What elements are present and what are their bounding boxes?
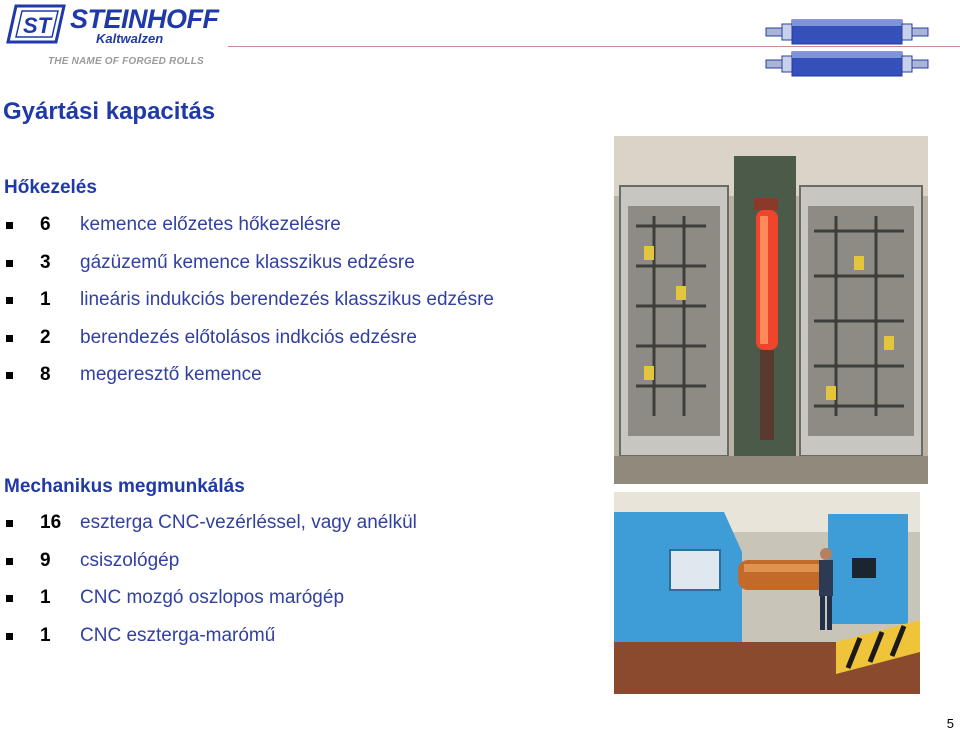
page-title: Gyártási kapacitás <box>3 98 216 125</box>
bullet-square-icon <box>6 520 13 527</box>
bullet-square-icon <box>6 558 13 565</box>
bullet-square-icon <box>6 335 13 342</box>
forged-rolls-icon <box>762 14 932 80</box>
section-title-heat-treatment: Hőkezelés <box>4 177 97 198</box>
bullet-square-icon <box>6 297 13 304</box>
page-number: 5 <box>946 716 954 731</box>
cnc-lathe-photo <box>614 492 920 694</box>
tagline: THE NAME OF FORGED ROLLS <box>48 56 204 67</box>
svg-text:ST: ST <box>23 13 52 38</box>
bullet-square-icon <box>6 260 13 267</box>
logo-subtitle: Kaltwalzen <box>96 31 164 46</box>
bullet-square-icon <box>6 372 13 379</box>
section-title-machining: Mechanikus megmunkálás <box>4 476 245 497</box>
bullet-square-icon <box>6 633 13 640</box>
steinhoff-logo <box>6 2 221 50</box>
bullet-square-icon <box>6 222 13 229</box>
bullet-square-icon <box>6 595 13 602</box>
induction-hardening-photo <box>614 136 928 484</box>
logo-wordmark: STEINHOFF <box>70 4 219 34</box>
st-monogram-icon <box>8 6 64 42</box>
